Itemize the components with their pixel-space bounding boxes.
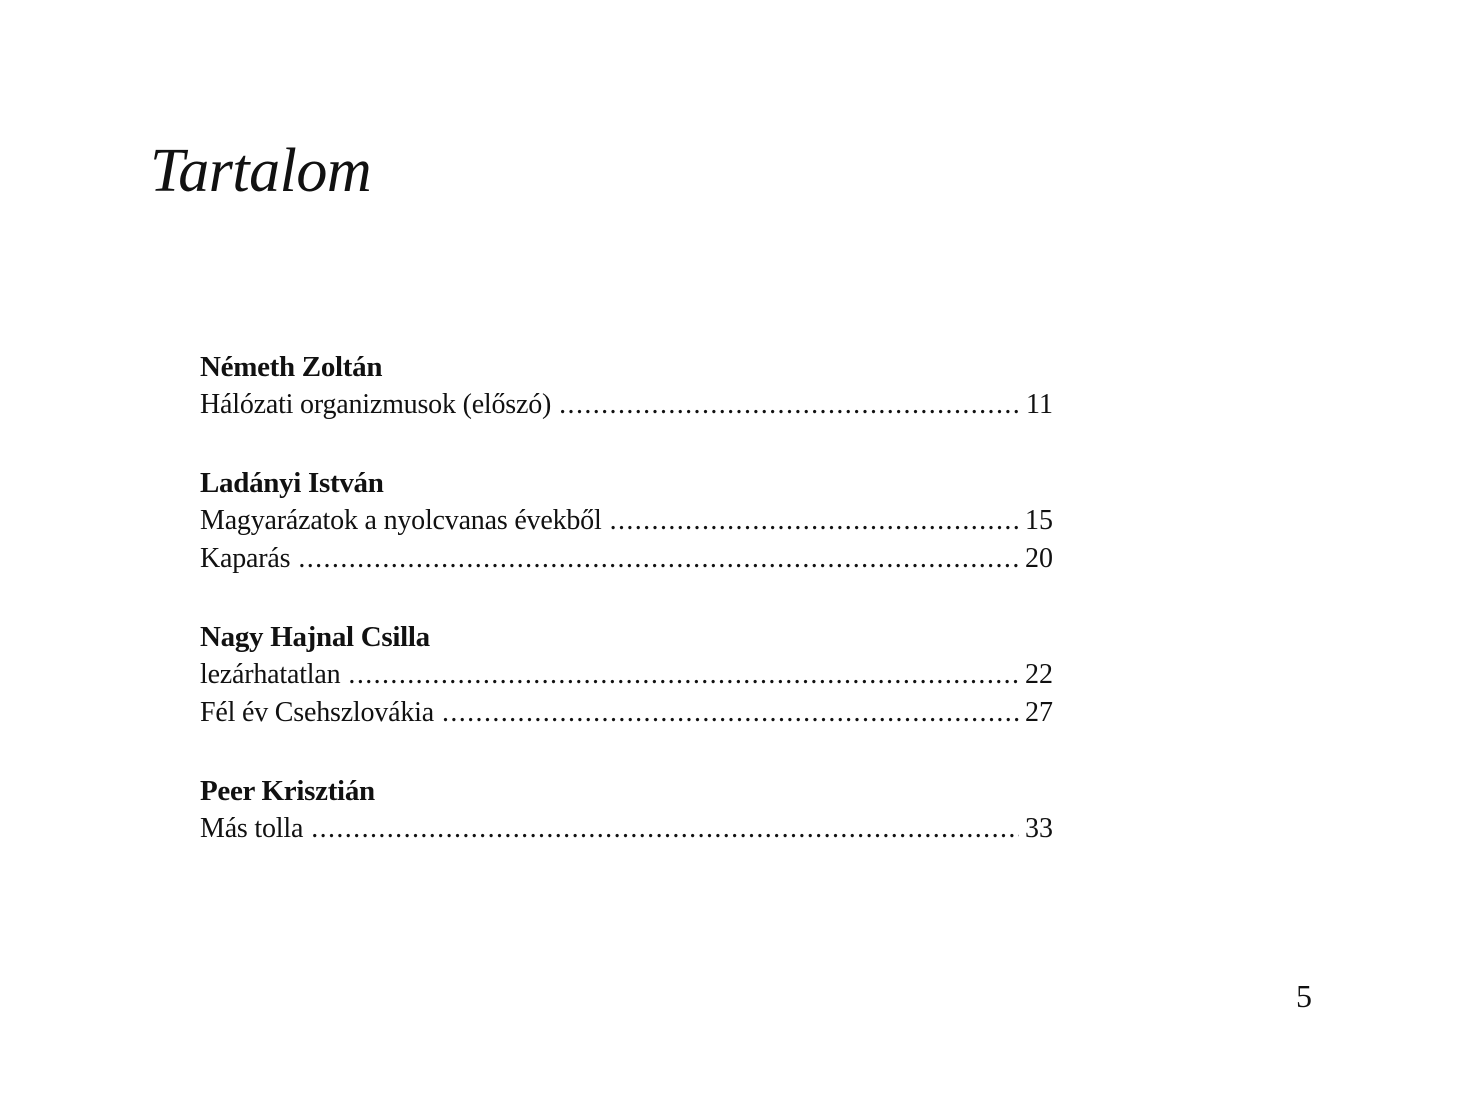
entry-title: lezárhatatlan [200,659,341,690]
author-name: Németh Zoltán [200,351,383,383]
toc-section-nemeth-zoltan [200,348,1053,424]
entry-page-number: 27 [1025,697,1053,728]
entry-page-number: 11 [1026,389,1053,420]
entry-page-number: 22 [1025,659,1053,690]
author-name: Peer Krisztián [200,775,375,807]
entry-title: Magyarázatok a nyolcvanas évekből [200,505,602,536]
dot-leader [559,386,1020,424]
toc-section-nagy-hajnal-csilla [200,618,1053,732]
toc-entry [200,386,1053,424]
toc-section-ladanyi-istvan [200,464,1053,578]
toc-entry [200,810,1053,848]
table-of-contents [200,348,1053,888]
dot-leader [348,656,1019,694]
entry-title: Más tolla [200,813,304,844]
toc-entry [200,540,1053,578]
entry-title: Fél év Csehszlovákia [200,697,434,728]
toc-entry [200,694,1053,732]
dot-leader [610,502,1019,540]
entry-page-number: 33 [1025,813,1053,844]
author-name: Ladányi István [200,467,384,499]
toc-entry [200,656,1053,694]
toc-entry [200,502,1053,540]
page-number: 5 [1296,978,1312,1014]
entry-page-number: 20 [1025,543,1053,574]
page-title: Tartalom [150,137,372,205]
entry-page-number: 15 [1025,505,1053,536]
toc-section-peer-krisztian [200,772,1053,848]
entry-title: Hálózati organizmusok (előszó) [200,389,552,420]
dot-leader [442,694,1019,732]
dot-leader [298,540,1019,578]
dot-leader [311,810,1019,848]
author-name: Nagy Hajnal Csilla [200,621,430,653]
entry-title: Kaparás [200,543,291,574]
